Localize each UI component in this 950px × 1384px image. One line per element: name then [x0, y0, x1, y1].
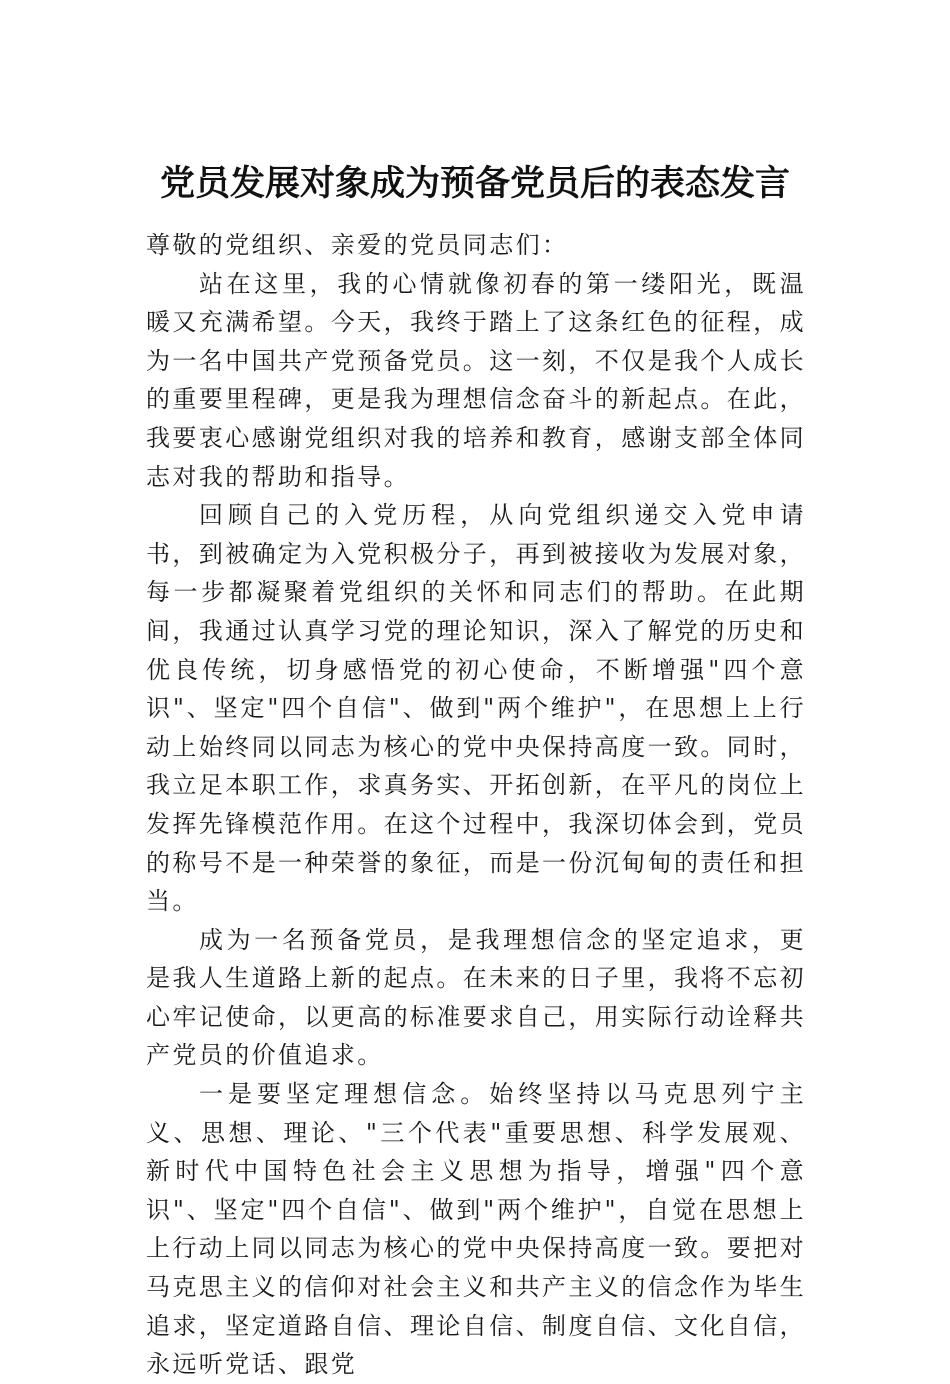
paragraph-4: 一是要坚定理想信念。始终坚持以马克思列宁主义、思想、理论、"三个代表"重要思想、科学发展观、新时代中国特色社会主义思想为指导，增强"四个意识"、坚定"四个自信"、做到"两个维护"，自觉在思想上上行动上同以同志为核心的党中央保持高度一致。要把对马克思主义的信仰对社会主义和共产主义的信念作为毕生追求，坚定道路自信、理论自信、制度自信、文化自信，永远听党话、跟党 [146, 1080, 806, 1379]
document-title: 党员发展对象成为预备党员后的表态发言 [159, 163, 790, 204]
paragraph-1: 站在这里，我的心情就像初春的第一缕阳光，既温暖又充满希望。今天，我终于踏上了这条红色的征程，成为一名中国共产党预备党员。这一刻，不仅是我个人成长的重要里程碑，更是我为理想信念奋斗的新起点。在此，我要衷心感谢党组织对我的培养和教育，感谢支部全体同志对我的帮助和指导。 [146, 269, 806, 491]
paragraph-2: 回顾自己的入党历程，从向党组织递交入党申请书，到被确定为入党积极分子，再到被接收为发展对象，每一步都凝聚着党组织的关怀和同志们的帮助。在此期间，我通过认真学习党的理论知识，深入了解党的历史和优良传统，切身感悟党的初心使命，不断增强"四个意识"、坚定"四个自信"、做到"两个维护"，在思想上上行动上始终同以同志为核心的党中央保持高度一致。同时，我立足本职工作，求真务实、开拓创新，在平凡的岗位上发挥先锋模范作用。在这个过程中，我深切体会到，党员的称号不是一种荣誉的象征，而是一份沉甸甸的责任和担当。 [146, 501, 806, 916]
salutation: 尊敬的党组织、亲爱的党员同志们： [146, 231, 569, 259]
paragraph-3: 成为一名预备党员，是我理想信念的坚定追求，更是我人生道路上新的起点。在未来的日子里，我将不忘初心牢记使命，以更高的标准要求自己，用实际行动诠释共产党员的价值追求。 [146, 925, 806, 1070]
document-body [146, 226, 806, 1384]
